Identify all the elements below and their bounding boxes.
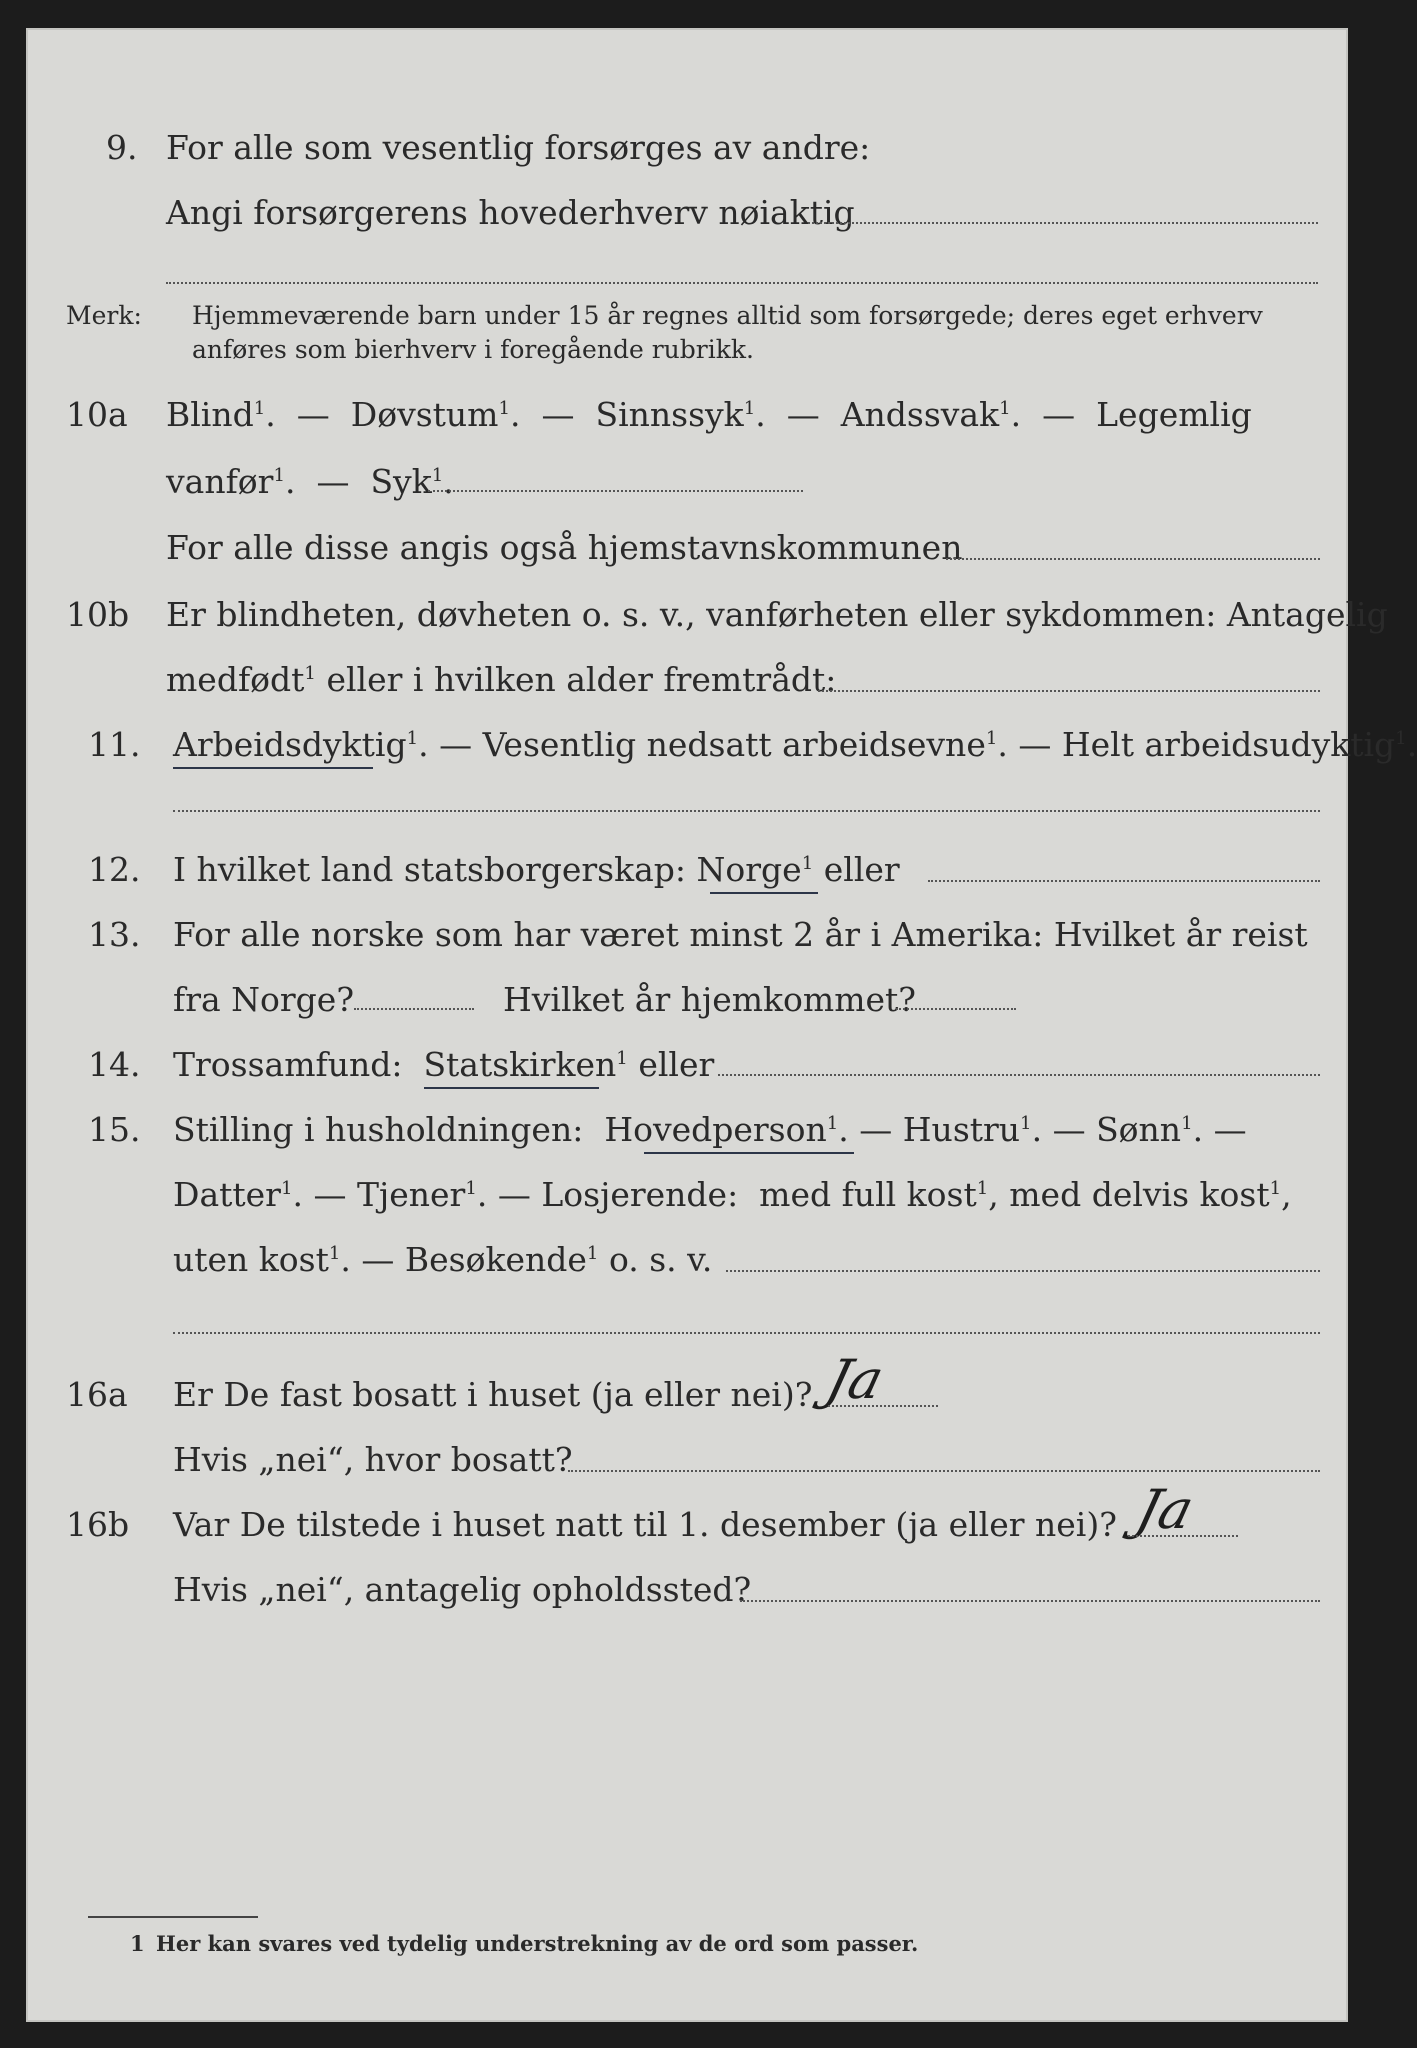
q11-underline-mark xyxy=(173,767,373,769)
dash: — xyxy=(313,1175,347,1214)
q13-line2a: fra Norge? xyxy=(173,980,355,1019)
dash: — xyxy=(497,1175,531,1214)
q15-row1: Stilling i husholdningen: Hovedperson$^1$. — Hustru$^1$. — Sønn$^1$. — xyxy=(173,1110,1247,1149)
q15-opt-full-kost[interactable]: med full kost xyxy=(759,1175,977,1214)
q11-options-row: Arbeidsdyktig$^1$. — Vesentlig nedsatt arbeidsevne$^1$. — Helt arbeidsudyktig$^1$. xyxy=(173,725,1417,764)
dash: — xyxy=(859,1110,893,1149)
q15-opt-tjener[interactable]: Tjener xyxy=(357,1175,466,1214)
q14-number: 14. xyxy=(88,1045,141,1084)
q10b-line1: Er blindheten, døvheten o. s. v., vanførheten eller sykdommen: Antagelig xyxy=(166,595,1388,634)
dash: — xyxy=(1052,1110,1086,1149)
sup: 1 xyxy=(743,398,756,419)
sup: 1 xyxy=(985,728,998,749)
q9-line2: Angi forsørgerens hovederhverv nøiaktig xyxy=(166,193,855,232)
q16b-line2: Hvis „nei“, antagelig opholdssted? xyxy=(173,1570,752,1609)
q14-opt-eller[interactable]: eller xyxy=(638,1045,715,1084)
q10b-line2 xyxy=(166,660,836,700)
q15-number: 15. xyxy=(88,1110,141,1149)
q16b-line1: Var De tilstede i huset natt til 1. desember (ja eller nei)? xyxy=(173,1505,1117,1544)
q15-row3: uten kost$^1$. — Besøkende$^1$ o. s. v. xyxy=(173,1240,713,1279)
q14-underline-mark xyxy=(424,1087,599,1089)
q16b-handwritten-answer[interactable]: Ja xyxy=(1130,1478,1200,1541)
sup: 1 xyxy=(1020,1113,1032,1134)
q15-opt-datter[interactable]: Datter xyxy=(173,1175,281,1214)
q15-opt-delvis-kost[interactable]: med delvis kost xyxy=(1009,1175,1270,1214)
q16b-number: 16b xyxy=(66,1505,130,1544)
sup: 1 xyxy=(826,1113,839,1134)
q10b-line2b: eller i hvilken alder fremtrådt: xyxy=(326,660,837,699)
dash: — xyxy=(541,395,575,434)
q11-opt-arbeidsdyktig[interactable]: Arbeidsdyktig xyxy=(173,725,407,764)
q10a-line3: For alle disse angis også hjemstavnskommunen xyxy=(166,528,963,567)
q10a-opt-vanfor[interactable]: vanfør xyxy=(166,462,274,501)
q13-line2b: Hvilket år hjemkommet? xyxy=(503,980,916,1019)
footnote-rule xyxy=(88,1916,258,1918)
q10a-number: 10a xyxy=(66,395,128,434)
sup: 1 xyxy=(273,465,285,486)
q12-row xyxy=(173,850,900,890)
q16a-answer-line[interactable] xyxy=(828,1405,938,1407)
q12-answer-line[interactable] xyxy=(928,880,1320,882)
q11-opt-udyktig[interactable]: Helt arbeidsudyktig xyxy=(1061,725,1396,764)
q16a-line1: Er De fast bosatt i huset (ja eller nei)? xyxy=(173,1375,813,1414)
q11-answer-line[interactable] xyxy=(173,810,1320,812)
q13-left-year-line[interactable] xyxy=(354,1008,474,1010)
q10a-options-row2: vanfør$^1$. — Syk$^1$. xyxy=(166,462,454,501)
q15-opt-losjerende: Losjerende: xyxy=(541,1175,739,1214)
q16b-answer-line[interactable] xyxy=(1128,1535,1238,1537)
q16a-handwritten-answer[interactable]: Ja xyxy=(820,1348,890,1411)
sup: 1 xyxy=(1269,1178,1282,1199)
q15-opt-hovedperson[interactable]: Hovedperson xyxy=(604,1110,827,1149)
q10a-hometown-line[interactable] xyxy=(946,558,1320,560)
q10a-opt-blind[interactable]: Blind xyxy=(166,395,254,434)
dash: — xyxy=(296,395,330,434)
sup: 1 xyxy=(1181,1113,1193,1134)
q15-opt-besokende[interactable]: Besøkende xyxy=(404,1240,587,1279)
q9-answer-line-2[interactable] xyxy=(166,282,1318,284)
sup: 1 xyxy=(406,728,419,749)
dash: — xyxy=(786,395,820,434)
q16a-number: 16a xyxy=(66,1375,128,1414)
q15-opt-hustru[interactable]: Hustru xyxy=(902,1110,1021,1149)
q14-opt-statskirken[interactable]: Statskirken xyxy=(423,1045,617,1084)
q10a-opt-sinnssyk[interactable]: Sinnssyk xyxy=(595,395,744,434)
dash: — xyxy=(316,462,350,501)
sup: 1 xyxy=(465,1178,477,1199)
q11-number: 11. xyxy=(88,725,141,764)
sup: 1 xyxy=(976,1178,989,1199)
q13-number: 13. xyxy=(88,915,141,954)
q12-underline-mark xyxy=(710,892,818,894)
merk-line2: anføres som bierhverv i foregående rubrikk. xyxy=(192,335,754,364)
q14-label: Trossamfund: xyxy=(173,1045,403,1084)
dash: — xyxy=(1213,1110,1247,1149)
dash: — xyxy=(361,1240,395,1279)
q12-label: I hvilket land statsborgerskap: xyxy=(173,850,687,889)
sup: 1 xyxy=(586,1243,599,1264)
q10b-answer-line[interactable] xyxy=(818,690,1320,692)
q10b-opt-medfodt[interactable]: medfødt xyxy=(166,660,305,699)
q9-number: 9. xyxy=(106,128,138,167)
q16b-whereabouts-line[interactable] xyxy=(740,1600,1320,1602)
q15-opt-uten-kost[interactable]: uten kost xyxy=(173,1240,329,1279)
q12-number: 12. xyxy=(88,850,141,889)
q15-underline-mark xyxy=(644,1152,854,1154)
dash: — xyxy=(1042,395,1076,434)
q12-opt-norge[interactable]: Norge xyxy=(696,850,802,889)
sup: 1 xyxy=(999,398,1011,419)
q15-row2: Datter$^1$. — Tjener$^1$. — Losjerende: med full kost$^1$, med delvis kost$^1$, xyxy=(173,1175,1292,1214)
q10a-opt-legemlig[interactable]: Legemlig xyxy=(1096,395,1252,434)
q15-answer-line[interactable] xyxy=(726,1270,1320,1272)
q10a-opt-syk[interactable]: Syk xyxy=(370,462,432,501)
sup: 1 xyxy=(253,398,266,419)
q9-line1: For alle som vesentlig forsørges av andre: xyxy=(166,128,871,167)
merk-line1: Hjemmeværende barn under 15 år regnes alltid som forsørgede; deres eget erhverv xyxy=(192,301,1263,330)
q14-row xyxy=(173,1045,714,1085)
sup: 1 xyxy=(498,398,511,419)
sup: 1 xyxy=(1395,728,1407,749)
q16a-line2: Hvis „nei“, hvor bosatt? xyxy=(173,1440,573,1479)
q10a-options-row: Blind$^1$. — Døvstum$^1$. — Sinnssyk$^1$. — Andssvak$^1$. — Legemlig xyxy=(166,395,1252,434)
q10b-number: 10b xyxy=(66,595,130,634)
dash: — xyxy=(1018,725,1052,764)
q9-answer-line[interactable] xyxy=(808,222,1318,224)
dash: — xyxy=(439,725,473,764)
q15-opt-osv: o. s. v. xyxy=(608,1240,713,1279)
q15-answer-line-2[interactable] xyxy=(173,1332,1320,1334)
q15-label: Stilling i husholdningen: xyxy=(173,1110,584,1149)
q13-line1: For alle norske som har været minst 2 år i Amerika: Hvilket år reist xyxy=(173,915,1308,954)
sup: 1 xyxy=(304,663,316,684)
q10a-answer-line[interactable] xyxy=(428,490,803,492)
q12-opt-eller[interactable]: eller xyxy=(823,850,900,889)
sup: 1 xyxy=(801,853,814,874)
footnote-text: Her kan svares ved tydelig understrekning av de ord som passer. xyxy=(156,1931,919,1956)
sup: 1 xyxy=(328,1243,341,1264)
q10a-opt-andssvak[interactable]: Andssvak xyxy=(840,395,1000,434)
q15-opt-sonn[interactable]: Sønn xyxy=(1096,1110,1182,1149)
sup: 1 xyxy=(431,465,444,486)
q10a-opt-dovstum[interactable]: Døvstum xyxy=(350,395,499,434)
merk-label: Merk: xyxy=(66,301,142,330)
q14-answer-line[interactable] xyxy=(718,1074,1320,1076)
sup: 1 xyxy=(616,1048,628,1069)
footnote-mark: 1 xyxy=(130,1931,145,1956)
q11-opt-nedsatt[interactable]: Vesentlig nedsatt arbeidsevne xyxy=(482,725,986,764)
census-form-page xyxy=(26,28,1417,2022)
sup: 1 xyxy=(280,1178,293,1199)
q13-return-year-line[interactable] xyxy=(896,1008,1016,1010)
q16a-residence-line[interactable] xyxy=(568,1470,1320,1472)
